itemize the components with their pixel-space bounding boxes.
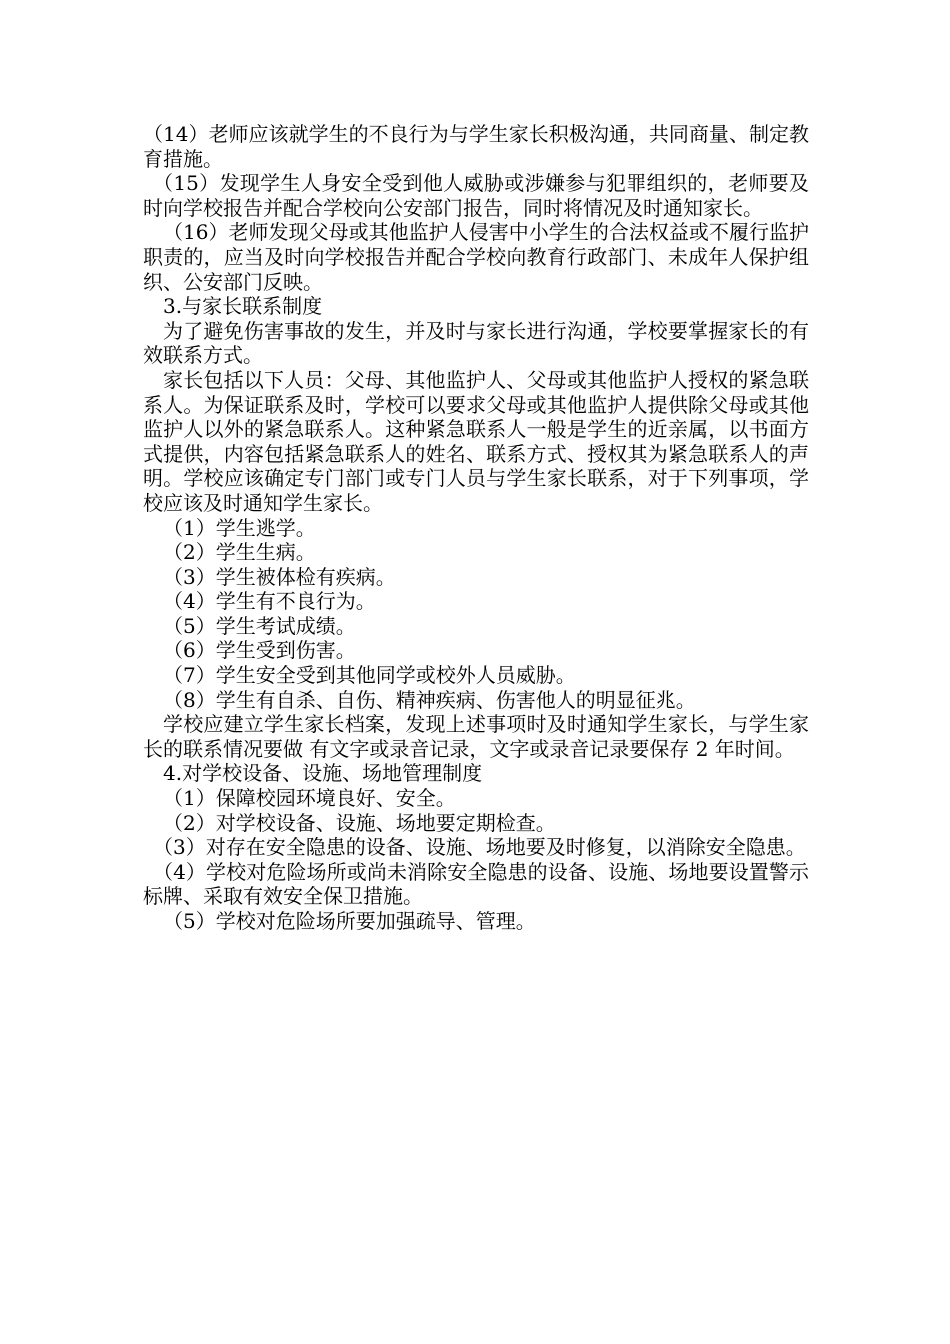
list-item-exam-results: （5）学生考试成绩。 <box>163 613 356 638</box>
paragraph-item-16: （16）老师发现父母或其他监护人侵害中小学生的合法权益或不履行监护职责的，应当及时向学校报告并配合学校向教育行政部门、未成年人保护组织、公安部门反映。 <box>143 220 809 294</box>
list-item-bad-behavior: （4）学生有不良行为。 <box>163 589 376 614</box>
paragraph-item-15: （15）发现学生人身安全受到他人威胁或涉嫌参与犯罪组织的，老师要及时向学校报告并配合学校向公安部门报告，同时将情况及时通知家长。 <box>143 171 809 220</box>
paragraph-parent-records: 学校应建立学生家长档案，发现上述事项时及时通知学生家长，与学生家长的联系情况要做 有文字或录音记录，文字或录音记录要保存 2 年时间。 <box>143 712 809 761</box>
list-item-truancy: （1）学生逃学。 <box>163 515 316 540</box>
paragraph-item-14: （14）老师应该就学生的不良行为与学生家长积极沟通，共同商量、制定教育措施。 <box>143 122 809 171</box>
paragraph-contact-intro: 为了避免伤害事故的发生，并及时与家长进行沟通，学校要掌握家长的有效联系方式。 <box>143 318 809 368</box>
list-item-warning-signs: （4）学校对危险场所或尚未消除安全隐患的设备、设施、场地要设置警示标牌、采取有效安全保卫措施。 <box>143 859 809 909</box>
list-item-dangerous-areas: （5）学校对危险场所要加强疏导、管理。 <box>163 909 536 933</box>
list-item-timely-repair: （3）对存在安全隐患的设备、设施、场地要及时修复，以消除安全隐患。 <box>153 835 806 860</box>
list-item-illness: （2）学生生病。 <box>163 540 316 565</box>
list-item-checkup-disease: （3）学生被体检有疾病。 <box>163 564 396 589</box>
list-item-safety-threat: （7）学生安全受到其他同学或校外人员威胁。 <box>163 663 576 688</box>
paragraph-parent-definition: 家长包括以下人员：父母、其他监护人、父母或其他监护人授权的紧急联系人。为保证联系及时，学校可以要求父母或其他监护人提供除父母或其他监护人以外的紧急联系人。这种紧急联系人一般是学生的近亲属，以书面方式提供，内容包括紧急联系人的姓名、联系方式、授权其为紧急联系人的声明。学校应该确定专门部门或专门人员与学生家长联系，对于下列事项，学校应该及时通知学生家长。 <box>143 367 809 515</box>
list-item-self-harm-signs: （8）学生有自杀、自伤、精神疾病、伤害他人的明显征兆。 <box>163 687 696 712</box>
section-heading-facilities: 4.对学校设备、设施、场地管理制度 <box>163 761 483 786</box>
section-heading-parent-contact: 3.与家长联系制度 <box>163 294 323 319</box>
list-item-injury: （6）学生受到伤害。 <box>163 638 356 663</box>
list-item-campus-environment: （1）保障校园环境良好、安全。 <box>163 786 456 811</box>
document-body <box>143 122 809 934</box>
list-item-periodic-inspection: （2）对学校设备、设施、场地要定期检查。 <box>163 810 556 835</box>
